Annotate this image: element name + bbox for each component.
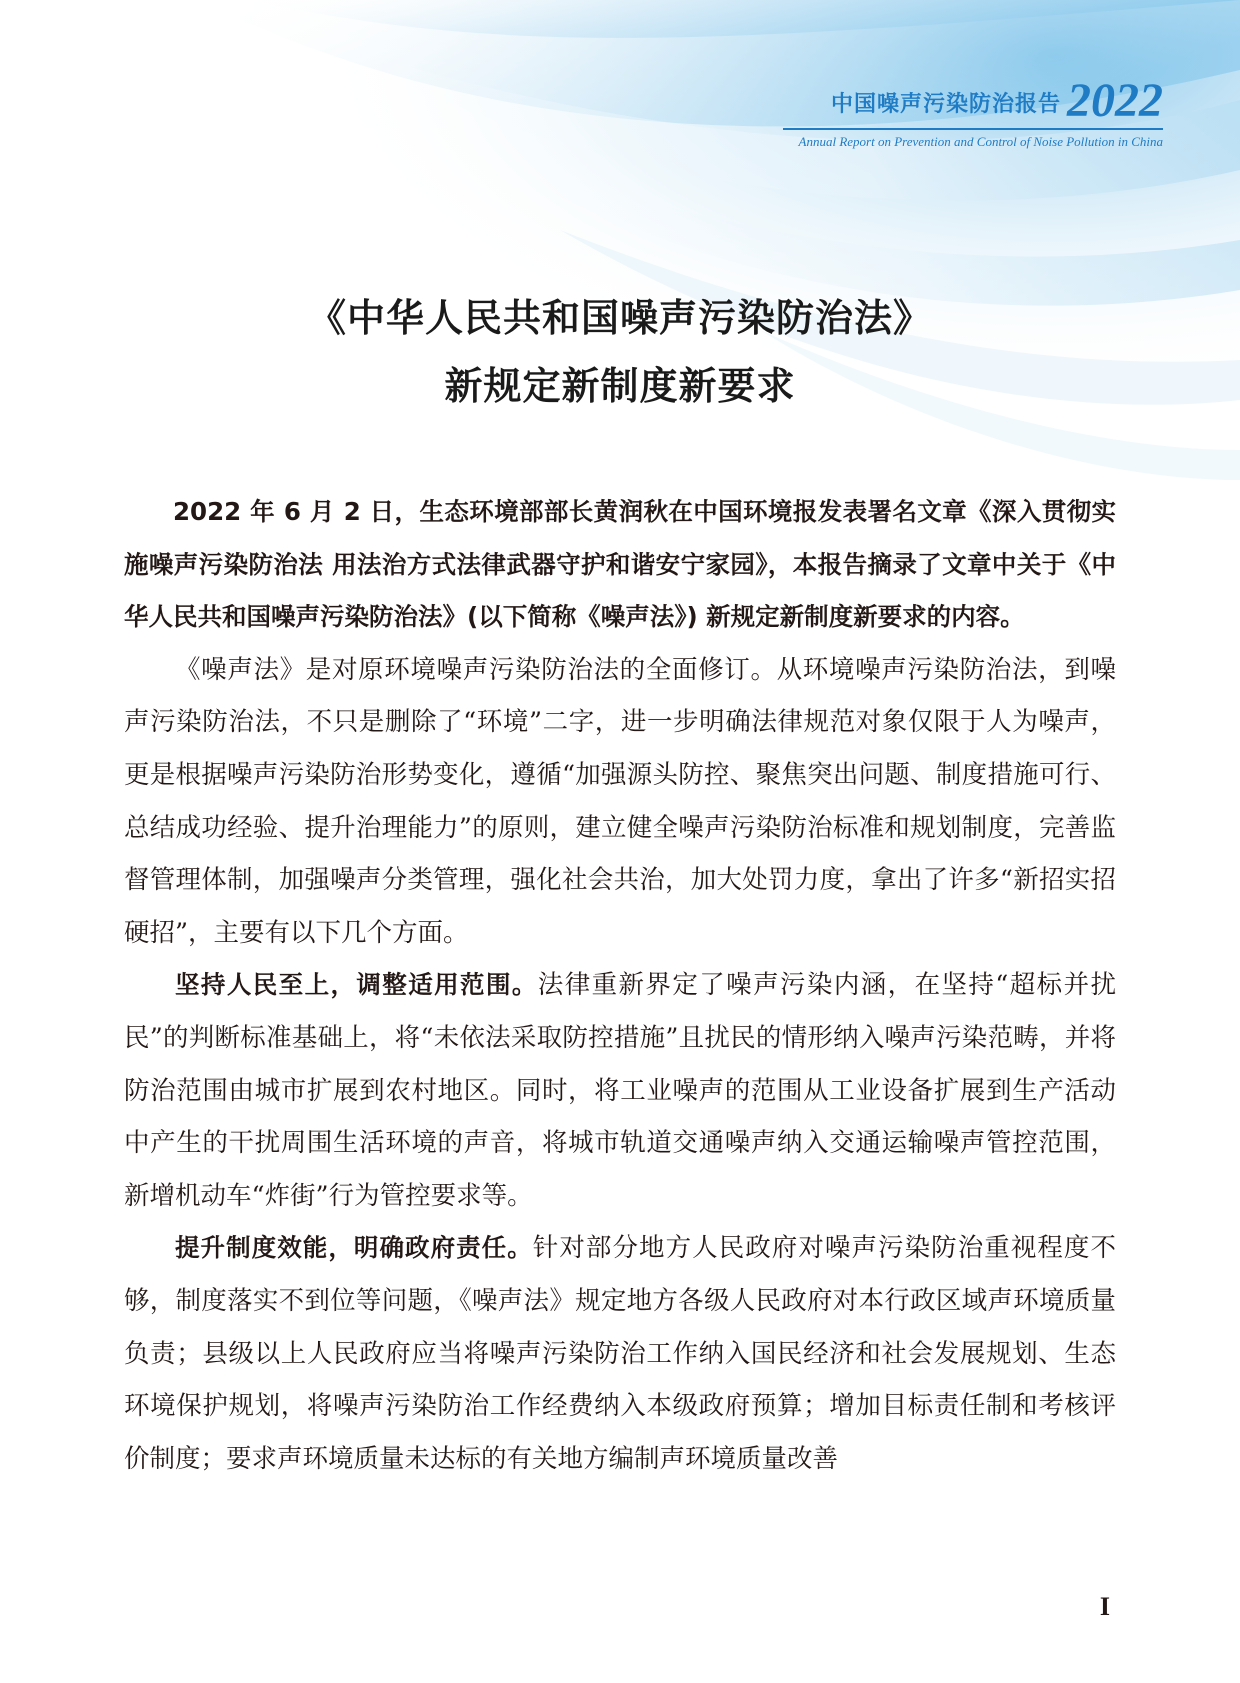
article-title (0, 292, 1240, 412)
overview-paragraph: 《噪声法》是对原环境噪声污染防治法的全面修订。从环境噪声污染防治法，到噪声污染防治法，不只是删除了“环境”二字，进一步明确法律规范对象仅限于人为噪声，更是根据噪声污染防治形势变化，遵循“加强源头防控、聚焦突出问题、制度措施可行、总结成功经验、提升治理能力”的原则，建立健全噪声污染防治标准和规划制度，完善监督管理体制，加强噪声分类管理，强化社会共治，加大处罚力度，拿出了许多“新招实招硬招”，主要有以下几个方面。 (124, 654, 1116, 948)
article-body (124, 486, 1116, 1485)
section-lead-scope: 坚持人民至上，调整适用范围。 (175, 970, 538, 1000)
title-line-1: 《中华人民共和国噪声污染防治法》 (307, 296, 932, 340)
report-header (783, 74, 1163, 150)
report-year: 2022 (1067, 74, 1163, 127)
header-rule (783, 128, 1163, 130)
report-title-zh: 中国噪声污染防治报告 (830, 92, 1061, 117)
section-paragraph-government (124, 1222, 1116, 1485)
section-body-government: 针对部分地方人民政府对噪声污染防治重视程度不够，制度落实不到位等问题，《噪声法》规定地方各级人民政府对本行政区域声环境质量负责；县级以上人民政府应当将噪声污染防治工作纳入国民经济和社会发展规划、生态环境保护规划，将噪声污染防治工作经费纳入本级政府预算；增加目标责任制和考核评价制度；要求声环境质量未达标的有关地方编制声环境质量改善 (124, 1233, 1116, 1474)
section-paragraph-scope (124, 959, 1116, 1222)
intro-paragraph: 2022 年 6 月 2 日，生态环境部部长黄润秋在中国环境报发表署名文章《深入贯彻实施噪声污染防治法 用法治方式法律武器守护和谐安宁家园》，本报告摘录了文章中关于《中华人民共和国噪声污染防治法》(以下简称《噪声法》) 新规定新制度新要求的内容。 (124, 497, 1116, 632)
title-line-2: 新规定新制度新要求 (444, 364, 796, 408)
section-body-scope: 法律重新界定了噪声污染内涵，在坚持“超标并扰民”的判断标准基础上，将“未依法采取防控措施”且扰民的情形纳入噪声污染范畴，并将防治范围由城市扩展到农村地区。同时，将工业噪声的范围从工业设备扩展到生产活动中产生的干扰周围生活环境的声音，将城市轨道交通噪声纳入交通运输噪声管控范围，新增机动车“炸街”行为管控要求等。 (124, 970, 1116, 1211)
page-number: I (1099, 1592, 1110, 1621)
section-lead-government: 提升制度效能，明确政府责任。 (175, 1233, 533, 1263)
report-subtitle-en: Annual Report on Prevention and Control of Noise Pollution in China (798, 134, 1163, 149)
